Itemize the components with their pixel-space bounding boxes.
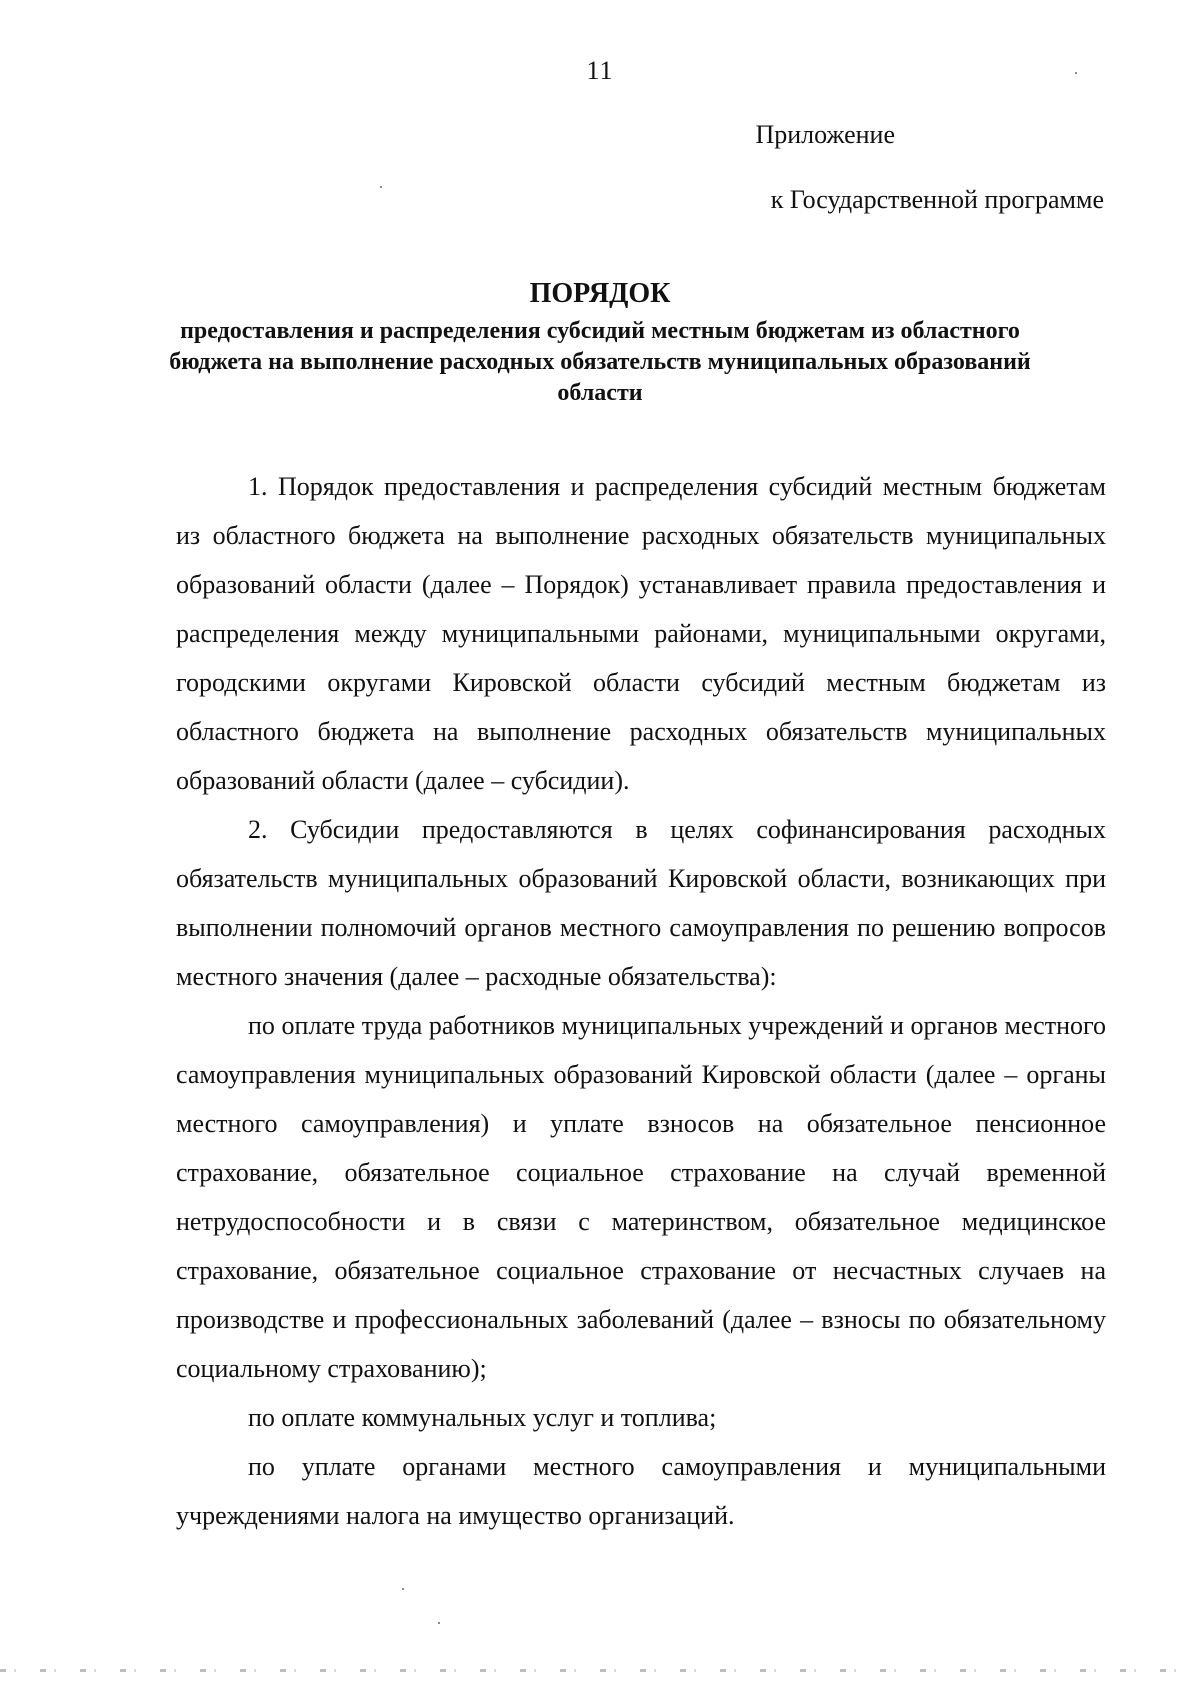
appendix-reference: к Государственной программе	[770, 185, 1104, 214]
scan-speck	[438, 1622, 440, 1624]
paragraph-3: по оплате труда работников муниципальных учреждений и органов местного самоуправления муниципальных образований Кировской области (далее – органы местного самоуправления) и уплате взносов на обязательное пенсионное страхование, обязательное социальное страхование на случай временной нетрудоспособности и в связи с материнством, обязательное медицинское страхование, обязательное социальное страхование от несчастных случаев на производстве и профессиональных заболеваний (далее – взносы по обязательному социальному страхованию);	[176, 1011, 1106, 1383]
paragraph-4: по оплате коммунальных услуг и топлива;	[248, 1403, 717, 1432]
paragraph-2: 2. Субсидии предоставляются в целях софинансирования расходных обязательств муниципальных образований Кировской области, возникающих при выполнении полномочий органов местного самоуправления по решению вопросов местного значения (далее – расходные обязательства):	[176, 815, 1106, 991]
document-title-block	[150, 278, 1050, 409]
paragraph-5: по уплате органами местного самоуправления и муниципальными учреждениями налога на имущество организаций.	[176, 1452, 1106, 1530]
paragraph-1: 1. Порядок предоставления и распределения субсидий местным бюджетам из областного бюджета на выполнение расходных обязательств муниципальных образований области (далее – Порядок) устанавливает правила предоставления и распределения между муниципальными районами, муниципальными округами, городскими округами Кировской области субсидий местным бюджетам из областного бюджета на выполнение расходных обязательств муниципальных образований области (далее – субсидии).	[176, 472, 1106, 795]
document-body	[176, 462, 1106, 1540]
document-subtitle: предоставления и распределения субсидий местным бюджетам из областного бюджета на выполнение расходных обязательств муниципальных образований области	[169, 318, 1031, 406]
scan-speck	[1075, 72, 1077, 74]
scan-speck	[380, 186, 382, 188]
scan-edge-noise	[0, 1669, 1200, 1672]
page-number: 11	[586, 56, 614, 85]
appendix-label: Приложение	[755, 120, 895, 149]
scan-speck	[402, 1588, 404, 1590]
document-title: ПОРЯДОК	[529, 278, 671, 309]
